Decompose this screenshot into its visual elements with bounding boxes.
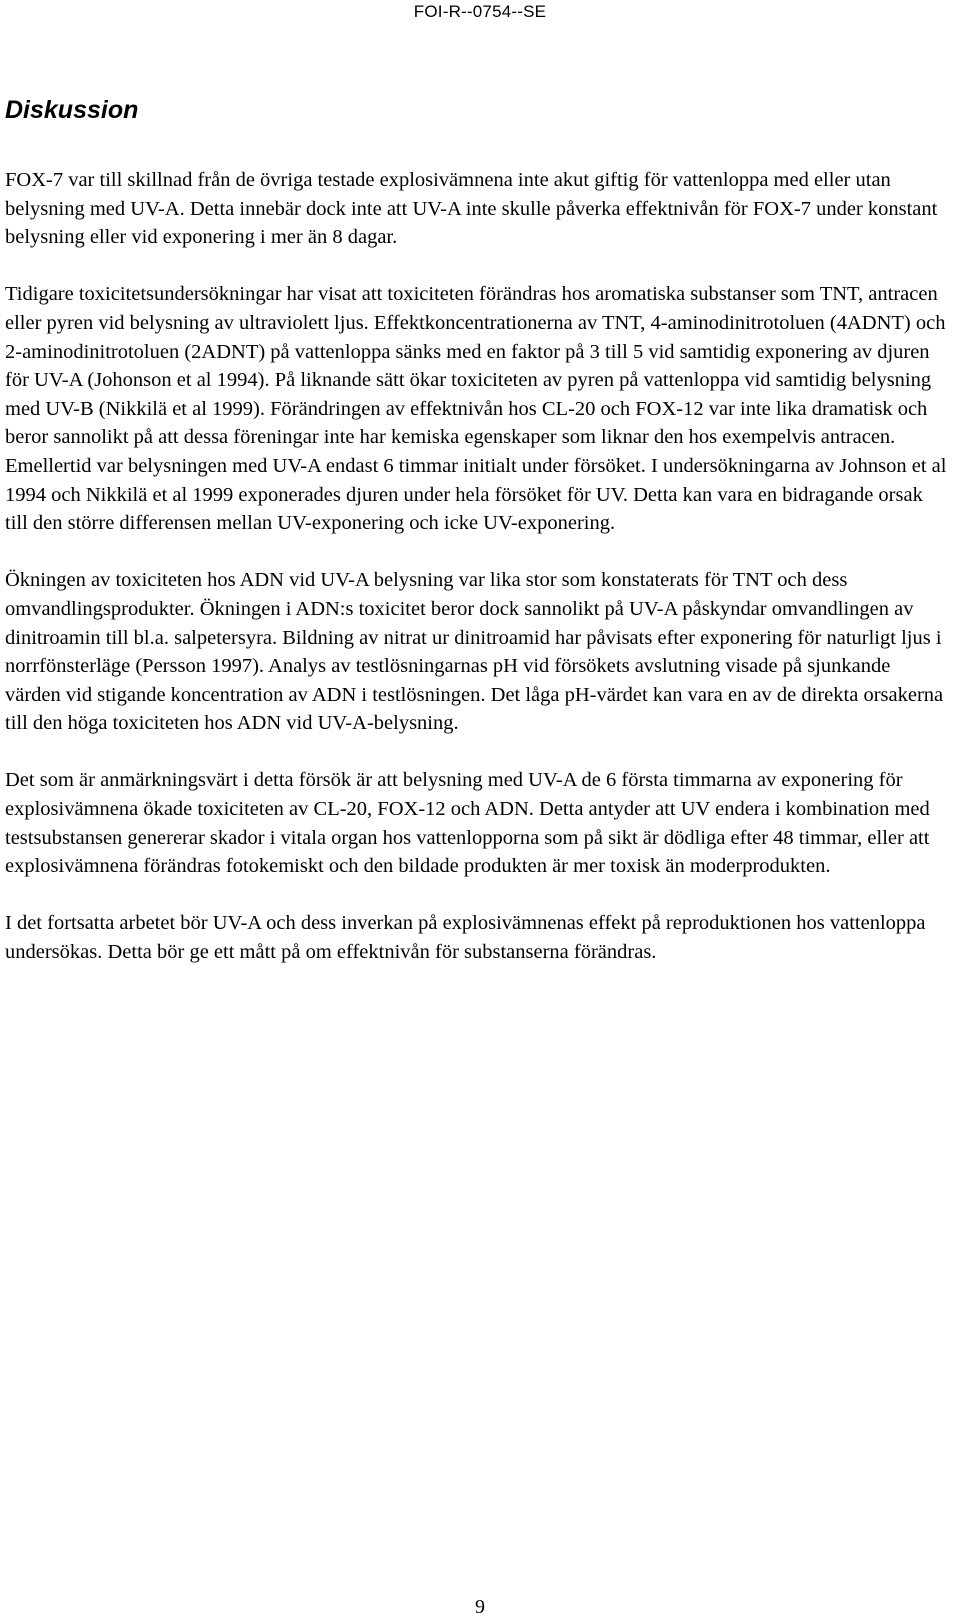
page-number: 9 (475, 1596, 485, 1618)
paragraph: FOX-7 var till skillnad från de övriga testade explosivämnena inte akut giftig för vattenloppa med eller utan belysning med UV-A. Detta innebär dock inte att UV-A inte skulle påverka effektnivån för FOX-7 under konstant belysning eller vid exponering i mer än 8 dagar. (5, 169, 938, 249)
paragraph: Det som är anmärkningsvärt i detta försök är att belysning med UV-A de 6 första timmarna av exponering för explosivämnena ökade toxiciteten av CL-20, FOX-12 och ADN. Detta antyder att UV endera i kombination med testsubstansen genererar skador i vitala organ hos vattenlopporna som på sikt är dödliga efter 48 timmar, eller att explosivämnena förändras fotokemiskt och den bildade produkten är mer toxisk än moderprodukten. (5, 769, 930, 878)
report-id: FOI-R--0754--SE (413, 2, 547, 21)
paragraph: Ökningen av toxiciteten hos ADN vid UV-A belysning var lika stor som konstaterats för TNT och dess omvandlingsprodukter. Ökningen i ADN:s toxicitet beror dock sannolikt på UV-A påskyndar omvandlingen av dinitroamin till bl.a. salpetersyra. Bildning av nitrat ur dinitroamid har påvisats efter exponering för naturligt ljus i norrfönsterläge (Persson 1997). Analys av testlösningarnas pH vid försökets avslutning visade på sjunkande värden vid stigande koncentration av ADN i testlösningen. Det låga pH-värdet kan vara en av de direkta orsakerna till den höga toxiciteten hos ADN vid UV-A-belysning. (5, 569, 944, 735)
paragraph: Tidigare toxicitetsundersökningar har visat att toxiciteten förändras hos aromatiska substanser som TNT, antracen eller pyren vid belysning av ultraviolett ljus. Effektkoncentrationerna av TNT, 4-aminodinitrotoluen (4ADNT) och 2-aminodinitrotoluen (2ADNT) på vattenloppa sänks med en faktor på 3 till 5 vid samtidig exponering av djuren för UV-A (Johonson et al 1994). På liknande sätt ökar toxiciteten av pyren på vattenloppa vid samtidig belysning med UV-B (Nikkilä et al 1999). Förändringen av effektnivån hos CL-20 och FOX-12 var inte lika dramatisk och beror sannolikt på att dessa föreningar inte har kemiska egenskaper som liknar den hos exempelvis antracen. Emellertid var belysningen med UV-A endast 6 timmar initialt under försöket. I undersökningarna av Johnson et al 1994 och Nikkilä et al 1999 exponerades djuren under hela försöket för UV. Detta kan vara en bidragande orsak till den större differensen mellan UV-exponering och icke UV-exponering. (5, 283, 947, 535)
section-body (5, 166, 950, 995)
section-title: Diskussion (5, 96, 139, 124)
paragraph: I det fortsatta arbetet bör UV-A och dess inverkan på explosivämnenas effekt på reproduktionen hos vattenloppa undersökas. Detta bör ge ett mått på om effektnivån för substanserna förändras. (5, 912, 926, 964)
